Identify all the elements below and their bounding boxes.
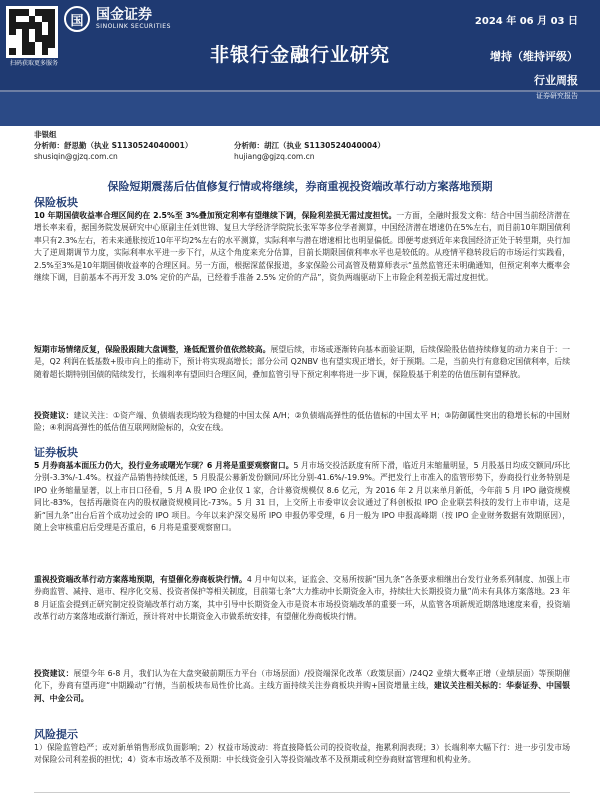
broker-p1-lead: 5 月券商基本面压力仍大，投行业务或曙光乍现？6 月将是重要观察窗口。 [34,461,294,470]
insurance-p1-body: 一方面，全融时报发文称：结合中国当前经济潜在增长率来看，据国务院发展研究中心原副主任刘世锦、复旦大学经济学院院长张军等多位学者测算，中国经济潜在增速仍在5%左右，而目前10年期国债利率只有2.3%左右，若未来通胀按近10年平均2%左右的水平测算，实际利率与潜在增速相比也明显偏低。即便考虑到近年来我国经济正处于转型期，央行加大了逆周期调节力度，实际利率水平进一步下行，从这个角度来充分估算，目前长期限国债利率水平也是较低的。从疫情平稳转段后的市场运行实践看，2.5%至3%是10年期国债收益率的合理区间。另一方面，根据深蓝保报道，多家保险公司高管及精算师表示“虽然监管还未明确通知，但预定利率大概率会继续下调，目前基本不再开发 3.0% 定价的产品，已经着手准备 2.5% 定价的产品”，资负两端驱动下上市险企利差损无需过度担忧。 [34,211,570,283]
insurance-p2-lead: 短期市场情绪反复，保险股跟随大盘调整，逢低配置价值依然较高。 [34,345,271,354]
insurance-paragraph-3 [34,410,570,435]
insurance-paragraph-2 [34,344,570,381]
section-title-insurance: 保险板块 [34,196,78,209]
report-kind: 行业周报 [534,74,578,87]
insurance-p2-body: 展望后续，市场或逐渐转向基本面验证期，后续保险股估值持续修复的动力来自于：一是，Q2 利润在低基数+股市向上的推动下，预计将实现高增长；部分公司 Q2NBV 也有望实现正增长，好于预期。二是，当前央行有意稳定国债利率，后续随着超长期特别国债的陆续发行，长端利率有望回归合理区间，叠加监管引导下预定利率将进一步下调，保险股基于利差的估值压制有望释放。 [34,345,571,379]
insurance-p1-lead: 10 年期国债收益率合理区间约在 2.5%至 3%叠加预定利率有望继续下调，保险利差损无需过度担忧。 [34,211,397,220]
broker-p3-body: 展望今年 6-8 月，我们认为在大盘突破前期压力平台（市场层面）/投资端深化改革（政策层面）/24Q2 业绩大概率正增（业绩层面）等预期催化下，券商有望再迎“中期躁动”行情，当前板块布局性价比高。主线方面持续关注券商板块并购+国资增量主线， [34,669,571,691]
analyst-2-email[interactable]: hujiang@gjzq.com.cn [234,152,315,161]
logo-name-cn: 国金证券 [96,7,152,23]
broker-p2-lead: 重视投资端改革行动方案落地预期，有望催化券商板块行情。 [34,575,247,584]
report-headline: 保险短期震荡后估值修复行情或将继续，券商重视投资端改革行动方案落地预期 [107,180,493,193]
analyst-block [34,129,434,162]
analyst-1-name: 分析师：舒思勤（执业 S1130524040001） [34,141,193,150]
broker-p3-lead: 投资建议： [34,669,74,678]
analyst-group: 非银组 [34,130,57,139]
broker-paragraph-2 [34,574,570,624]
report-title: 非银行金融行业研究 [209,44,390,66]
insurance-p3-lead: 投资建议： [34,411,74,420]
banner-divider [0,90,600,92]
insurance-paragraph-1 [34,210,570,284]
section-title-risk: 风险提示 [34,728,78,741]
banner-band [0,92,600,126]
risk-paragraph: 1）保险监管趋严；或对新单销售形成负面影响；2）权益市场波动：将直接降低公司的投资收益，拖累利润表现；3）长端利率大幅下行：进一步引发市场对保险公司利差损的担忧；4）资本市场改革不及预期：中长线资金引入等投资端改革不及预期或利空券商财富管理和机构业务。 [34,743,570,765]
footer-divider [34,792,570,793]
broker-p1-body: 5 月市场交投活跃度有所下滑，临近月末缩量明显，5 月股基日均成交额同/环比分别-3.3%/-1.4%。权益产品销售持续低迷，5 月股混公募新发份额同/环比分别-41.6%/-19.9%。严把发行上市准入的监管形势下，券商投行业务特别是 IPO 业务缩量显著，以上市日口径看，5 月 A 股 IPO 企业仅 1 家，合计募资规模仅 8.6 亿元，为 2016 年 2 月以来单月新低，今年前 5 月 IPO 融资规模同比-83%，包括再融资在内的股权融资规模同比-73%。5 月 31 日，上交所上市委审议会议通过了科创板拟 IPO 企业联芸科技的发行上市申请，这是新“国九条”出台后首个成功过会的 IPO 项目。今年以来沪深交易所 IPO 申报仍零受理，6 月一般为 IPO 申报高峰期（按 IPO 企业财务数据有效期原因），随上会审核重启后受理是否重启，6 月将是重要观察窗口。 [34,461,570,533]
analyst-2-name: 分析师：胡江（执业 S1130524040004） [234,141,385,150]
broker-p2-body: 4 月中旬以来，证监会、交易所按新“国九条”各条要求相继出台发行业务系列制度、加强上市券商监管、减持、退市、程序化交易、投资者保护等相关制度，目前第七条“大力推动中长期资金入市，持续壮大长期投资力量”尚未有具体方案落地。23 年 8 月证监会提到正研究制定投资端改革行动方案，其中引导中长期资金入市是资本市场投资端改革的重要一环，从监管各项新规近期落地速度来看，投资端改革行动方案落地或渐行渐近，预计将对中长期资金入市做系统安排，有望催化券商板块行情。 [34,575,571,622]
broker-paragraph-1 [34,460,570,534]
report-date: 2024 年 06 月 03 日 [474,16,578,27]
broker-paragraph-3 [34,668,570,705]
company-logo [64,6,171,32]
logo-mark-icon: 国 [64,6,90,32]
rating-badge: 增持（维持评级） [490,50,578,63]
analyst-1-email[interactable]: shusiqin@gjzq.com.cn [34,152,118,161]
qr-caption: 扫码获取更多服务 [9,60,58,67]
logo-name-en: SINOLINK SECURITIES [96,23,171,30]
report-type-label: 证券研究报告 [536,92,578,100]
section-title-broker: 证券板块 [34,446,78,459]
insurance-p3-body: 建议关注：①资产端、负债端表现均较为稳健的中国太保 A/H；②负债端高弹性的低估值标的中国太平 H；③防御属性突出的稳增长标的中国财险；④利润高弹性的低估值互联网财险标的，众安在线。 [34,411,570,433]
broker-p3-tail: 建议关注相关标的：华泰证券、中国银河、中金公司。 [34,681,570,703]
header-banner [0,0,600,126]
